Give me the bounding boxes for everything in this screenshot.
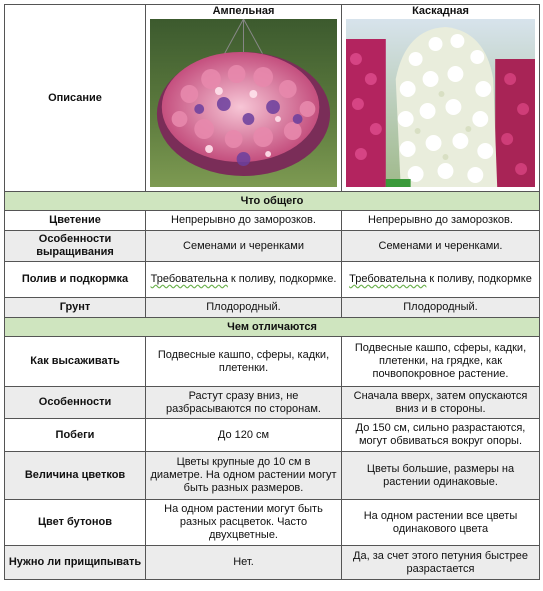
cascade-watering xyxy=(342,262,540,298)
cascade-pinching: Да, за счет этого петуния быстрее разрастается xyxy=(342,546,540,580)
ampel-features: Растут сразу вниз, не разбрасываются по сторонам. xyxy=(146,387,342,419)
ampel-planting: Подвесные кашпо, сферы, кадки, плетенки. xyxy=(146,337,342,387)
cascade-flower-size: Цветы большие, размеры на растении одинаковые. xyxy=(342,452,540,500)
row-label-shoots: Побеги xyxy=(5,419,146,452)
cascade-soil: Плодородный. xyxy=(342,298,540,318)
ampel-soil: Плодородный. xyxy=(146,298,342,318)
column-cascade-title: Каскадная xyxy=(342,5,540,20)
ampel-growing: Семенами и черенками xyxy=(146,231,342,262)
ampel-photo-cell xyxy=(146,19,342,192)
description-label: Описание xyxy=(5,5,146,192)
ampel-bud-color: На одном растении могут быть разных расцветок. Часто двухцветные. xyxy=(146,500,342,546)
cascade-growing: Семенами и черенками. xyxy=(342,231,540,262)
cascade-watering-rest: к поливу, подкормке xyxy=(426,273,532,285)
section-common-header: Что общего xyxy=(5,192,540,211)
column-ampel-title: Ампельная xyxy=(146,5,342,20)
row-label-pinching: Нужно ли прищипывать xyxy=(5,546,146,580)
cascade-bud-color: На одном растении все цветы одинакового цвета xyxy=(342,500,540,546)
comparison-table xyxy=(4,4,540,580)
row-label-planting: Как высаживать xyxy=(5,337,146,387)
ampel-shoots: До 120 см xyxy=(146,419,342,452)
cascade-petunia-photo xyxy=(346,19,535,187)
ampel-watering xyxy=(146,262,342,298)
section-diff-header: Чем отличаются xyxy=(5,318,540,337)
row-label-flower-size: Величина цветков xyxy=(5,452,146,500)
row-label-features: Особенности xyxy=(5,387,146,419)
ampel-watering-rest: к поливу, подкормке. xyxy=(227,273,337,285)
row-label-soil: Грунт xyxy=(5,298,146,318)
cascade-shoots: До 150 см, сильно разрастаются, могут обвиваться вокруг опоры. xyxy=(342,419,540,452)
cascade-watering-word: Требовательна xyxy=(349,273,427,285)
cascade-photo-cell xyxy=(342,19,540,192)
row-label-watering: Полив и подкормка xyxy=(5,262,146,298)
ampel-petunia-photo xyxy=(150,19,337,187)
cascade-features: Сначала вверх, затем опускаются вниз и в стороны. xyxy=(342,387,540,419)
ampel-flower-size: Цветы крупные до 10 см в диаметре. На одном растении могут быть разных размеров. xyxy=(146,452,342,500)
ampel-pinching: Нет. xyxy=(146,546,342,580)
cascade-planting: Подвесные кашпо, сферы, кадки, плетенки, на грядке, как почвопокровное растение. xyxy=(342,337,540,387)
row-label-growing: Особенности выращивания xyxy=(5,231,146,262)
ampel-watering-word: Требовательна xyxy=(150,273,228,285)
row-label-flowering: Цветение xyxy=(5,211,146,231)
cascade-flowering: Непрерывно до заморозков. xyxy=(342,211,540,231)
row-label-bud-color: Цвет бутонов xyxy=(5,500,146,546)
ampel-flowering: Непрерывно до заморозков. xyxy=(146,211,342,231)
